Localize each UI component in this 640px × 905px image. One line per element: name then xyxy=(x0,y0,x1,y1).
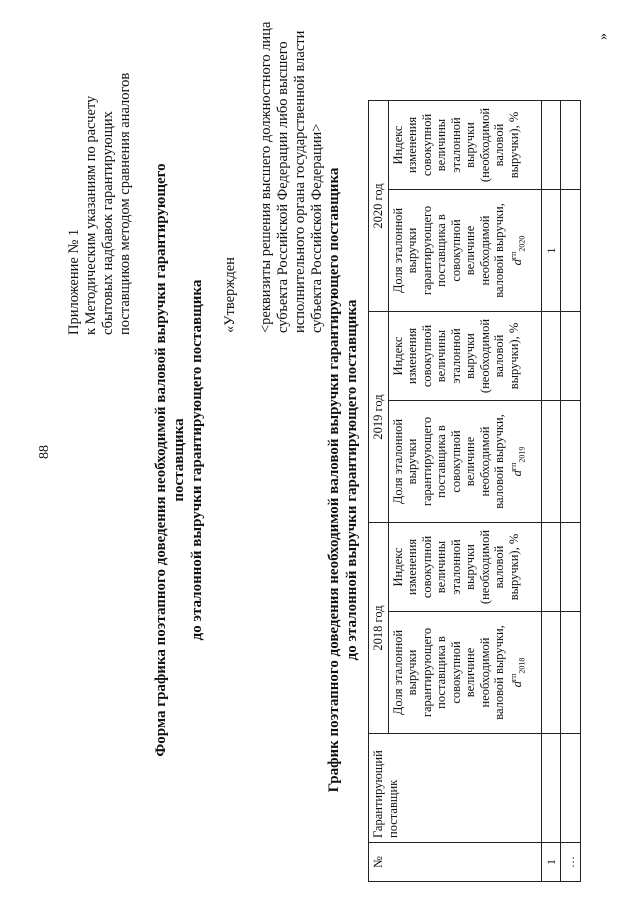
table-cell xyxy=(561,612,581,734)
appendix-line: Приложение № 1 xyxy=(66,228,82,335)
column-header-supplier: Гарантирующий поставщик xyxy=(369,734,542,843)
appendix-line: поставщиков методом сравнения аналогов xyxy=(117,72,133,335)
table-row xyxy=(541,101,561,882)
approval-line: <реквизиты решения высшего должностного лица xyxy=(258,21,274,333)
approval-line: субъекта Российской Федерации либо высшего xyxy=(275,41,291,333)
share-label: Доля эталонной выручки гарантирующего поставщика в совокупной величине необходимой валовой выручки, xyxy=(390,414,506,509)
index-header: Индекс изменения совокупной величины эталонной выручки (необходимой валовой выручки), % xyxy=(388,312,541,401)
page-number: 88 xyxy=(37,445,52,459)
table-cell: 1 xyxy=(541,843,561,882)
index-header: Индекс изменения совокупной величины эталонной выручки (необходимой валовой выручки), % xyxy=(388,101,541,190)
schedule-title-line: до эталонной выручки гарантирующего поставщика xyxy=(344,299,360,661)
share-header xyxy=(388,401,541,523)
table-cell xyxy=(541,401,561,523)
column-header-number: № xyxy=(369,843,542,882)
table-row xyxy=(561,101,581,882)
share-label: Доля эталонной выручки гарантирующего поставщика в совокупной величине необходимой валовой выручки, xyxy=(390,203,506,298)
share-symbol: $d^{гп}_{2018}$ xyxy=(508,657,527,688)
appendix-header xyxy=(66,5,134,335)
appendix-line: к Методическим указаниям по расчету xyxy=(83,95,99,335)
table-cell xyxy=(561,190,581,312)
share-header xyxy=(388,612,541,734)
approval-block xyxy=(222,13,326,333)
year-header: 2018 год xyxy=(369,523,389,734)
schedule-table xyxy=(368,100,581,882)
share-header xyxy=(388,190,541,312)
table-cell xyxy=(561,523,581,612)
share-symbol: $d^{гп}_{2020}$ xyxy=(508,235,527,266)
appendix-line: сбытовых надбавок гарантирующих xyxy=(100,111,116,335)
approval-line: субъекта Российской Федерации> xyxy=(309,123,325,333)
closing-quote: » xyxy=(596,33,611,40)
table-cell xyxy=(541,312,561,401)
index-header: Индекс изменения совокупной величины эталонной выручки (необходимой валовой выручки), % xyxy=(388,523,541,612)
form-title-line: Форма графика поэтапного доведения необходимой валовой выручки гарантирующего поставщика xyxy=(153,163,187,757)
table-cell xyxy=(541,523,561,612)
table-cell xyxy=(541,734,561,843)
table-cell xyxy=(561,734,581,843)
schedule-title-line: График поэтапного доведения необходимой валовой выручки гарантирующего поставщика xyxy=(326,167,342,793)
table-cell xyxy=(561,401,581,523)
year-header: 2020 год xyxy=(369,101,389,312)
table-cell xyxy=(541,101,561,190)
table-cell: … xyxy=(561,843,581,882)
form-title xyxy=(152,130,206,790)
approval-line: исполнительного органа государственной власти xyxy=(292,30,308,333)
schedule-title xyxy=(325,150,361,810)
share-symbol: $d^{гп}_{2019}$ xyxy=(508,446,527,477)
share-label: Доля эталонной выручки гарантирующего поставщика в совокупной величине необходимой валовой выручки, xyxy=(390,625,506,720)
approval-head: «Утвержден xyxy=(222,257,238,333)
table-cell xyxy=(561,312,581,401)
table-cell: 1 xyxy=(541,190,561,312)
table-cell xyxy=(541,612,561,734)
form-title-line: до эталонной выручки гарантирующего поставщика xyxy=(189,279,205,641)
year-header: 2019 год xyxy=(369,312,389,523)
table-cell xyxy=(561,101,581,190)
